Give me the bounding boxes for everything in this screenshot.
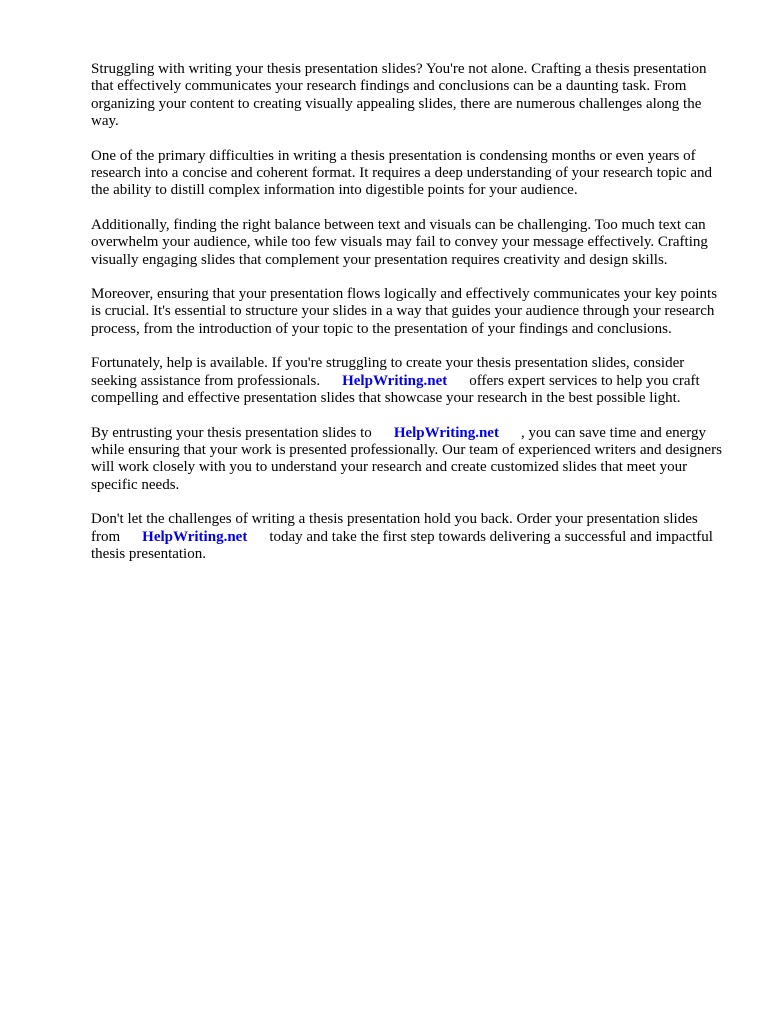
paragraph-help-text-after: offers expert services to help you craft compelling and effective presentation slides that showcase your research in the best possible light. xyxy=(91,372,700,407)
helpwriting-link[interactable]: HelpWriting.net xyxy=(142,528,248,545)
paragraph-order-text-before: Don't let the challenges of writing a thesis presentation hold you back. Order your presentation slides from xyxy=(91,511,698,545)
helpwriting-link[interactable]: HelpWriting.net xyxy=(342,372,448,389)
paragraph-entrusting xyxy=(91,425,727,495)
paragraph-flow: Moreover, ensuring that your presentation flows logically and effectively communicates your key points is crucial. It's essential to structure your slides in a way that guides your audience through your research process, from the introduction of your topic to the presentation of your findings and conclusions. xyxy=(91,286,718,337)
paragraph-help-text-before: Fortunately, help is available. If you're struggling to create your thesis presentation slides, consider seeking assistance from professionals. xyxy=(91,355,685,389)
helpwriting-link[interactable]: HelpWriting.net xyxy=(393,424,499,441)
paragraph-entrusting-text-before: By entrusting your thesis presentation slides to xyxy=(91,424,372,441)
paragraph-order-text-after: today and take the first step towards delivering a successful and impactful thesis presentation. xyxy=(91,528,713,562)
paragraph-entrusting-text-after: , you can save time and energy while ensuring that your work is presented professionally. Our team of experienced writers and designers will work closely with you to understand your research and create customized slides that meet your specific needs. xyxy=(91,424,722,493)
paragraph-order xyxy=(91,511,727,563)
paragraph-difficulties: One of the primary difficulties in writing a thesis presentation is condensing months or even years of research into a concise and coherent format. It requires a deep understanding of your research topic and the ability to distill complex information into digestible points for your audience. xyxy=(91,147,712,199)
document-body xyxy=(91,61,727,580)
paragraph-balance: Additionally, finding the right balance between text and visuals can be challenging. Too much text can overwhelm your audience, while too few visuals may fail to convey your message effectively. Crafting visually engaging slides that complement your presentation requires creativity and design skills. xyxy=(91,216,708,268)
paragraph-help xyxy=(91,355,727,407)
paragraph-intro: Struggling with writing your thesis presentation slides? You're not alone. Crafting a thesis presentation that effectively communicates your research findings and conclusions can be a daunting task. From organizing your content to creating visually appealing slides, there are numerous challenges along the way. xyxy=(91,61,707,130)
